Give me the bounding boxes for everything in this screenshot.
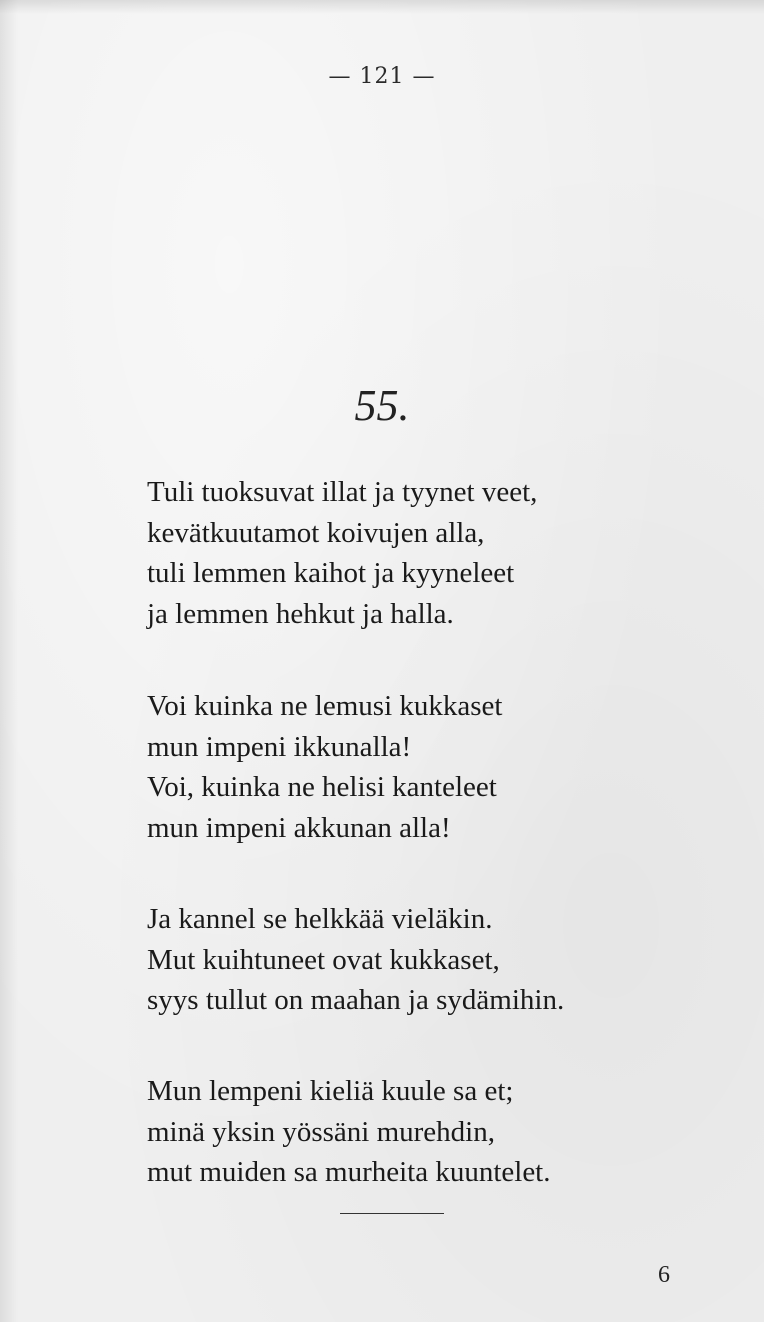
poem-line: tuli lemmen kaihot ja kyyneleet [147,557,515,589]
poem-line: minä yksin yössäni murehdin, [147,1115,495,1148]
stanza-4 [147,1071,551,1193]
page-shadow-left [0,0,18,1322]
poem-line: mun impeni ikkunalla! [147,730,412,763]
poem-line: Ja kannel se helkkää vieläkin. [147,903,493,935]
page-number-header: — 121 — [328,64,436,89]
poem-line: kevätkuutamot koivujen alla, [147,516,485,549]
poem-line: Voi kuinka ne lemusi kukkaset [147,690,503,722]
poem-line: ja lemmen hehkut ja halla. [147,597,454,630]
poem-line: Mut kuihtuneet ovat kukkaset, [147,943,500,976]
poem-line: mun impeni akkunan alla! [147,811,451,844]
poem-line: Tuli tuoksuvat illat ja tyynet veet, [147,476,538,508]
poem-line: Mun lempeni kieliä kuule sa et; [147,1075,514,1107]
poem-line: syys tullut on maahan ja sydämihin. [147,984,565,1016]
end-of-poem-rule [340,1213,444,1214]
poem-number: 55. [354,381,410,430]
poem-line: mut muiden sa murheita kuuntelet. [147,1156,551,1188]
poem-line: Voi, kuinka ne helisi kanteleet [147,771,497,803]
stanza-3 [147,899,564,1021]
stanza-2 [147,686,502,848]
page-shadow-top [0,0,764,14]
printer-signature-mark: 6 [658,1262,670,1288]
stanza-1 [147,472,537,634]
